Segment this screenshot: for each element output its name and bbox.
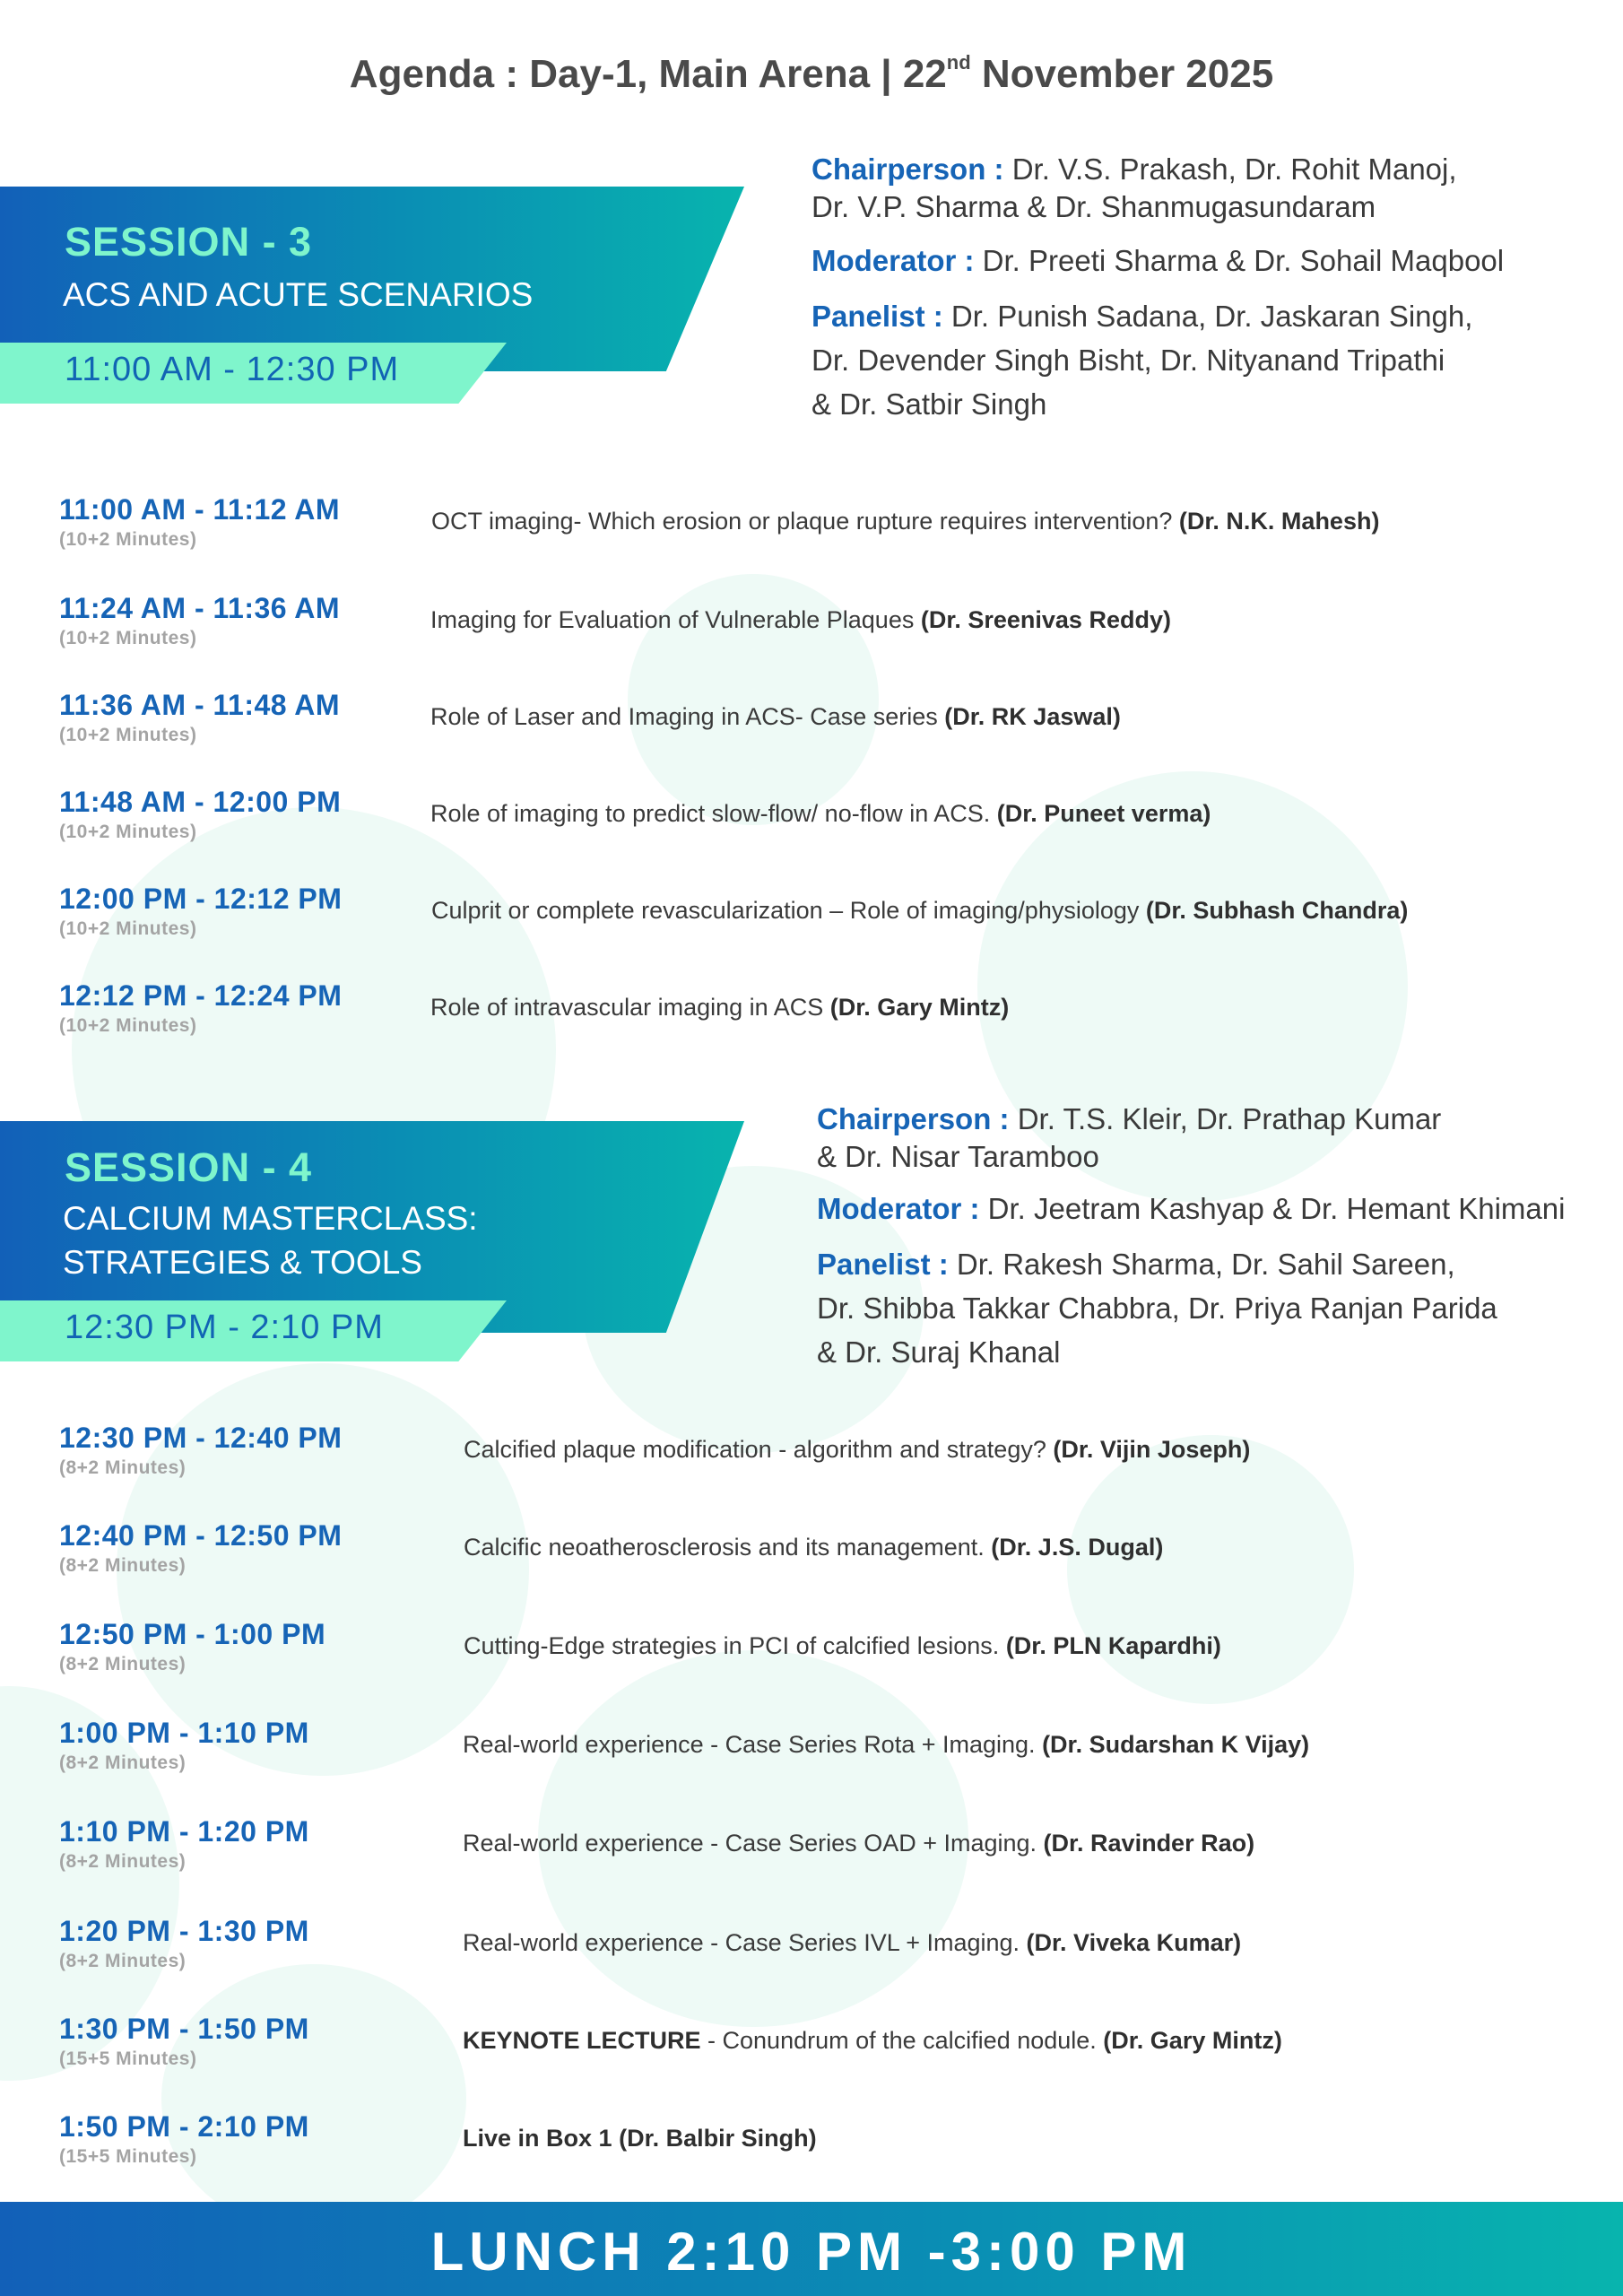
item-title: Role of imaging to predict slow-flow/ no-flow in ACS. xyxy=(430,800,997,827)
item-speaker: (Dr. N.K. Mahesh) xyxy=(1178,508,1380,535)
chairperson-names: Dr. V.P. Sharma & Dr. Shanmugasundaram xyxy=(812,190,1376,223)
panelist-names: Dr. Shibba Takkar Chabbra, Dr. Priya Ranjan Parida xyxy=(817,1292,1497,1325)
panelist-names: Dr. Devender Singh Bisht, Dr. Nityanand Tripathi xyxy=(812,344,1445,377)
panelist-names: & Dr. Suraj Khanal xyxy=(817,1335,1061,1369)
page-title-suffix: nd xyxy=(946,51,971,74)
item-duration: (10+2 Minutes) xyxy=(59,725,197,745)
item-time: 12:30 PM - 12:40 PM xyxy=(59,1422,343,1454)
session-subtitle: STRATEGIES & TOOLS xyxy=(63,1244,422,1281)
chairperson-names: Dr. V.S. Prakash, Dr. Rohit Manoj, xyxy=(1003,152,1457,186)
panelist-names: Dr. Rakesh Sharma, Dr. Sahil Sareen, xyxy=(948,1248,1455,1281)
item-topic xyxy=(430,800,1211,828)
item-speaker: (Dr. J.S. Dugal) xyxy=(991,1534,1164,1561)
page-title-date: November 2025 xyxy=(970,52,1274,96)
panelist-row xyxy=(812,294,1504,426)
item-time: 12:12 PM - 12:24 PM xyxy=(59,979,343,1012)
item-title: Culprit or complete revascularization – Role of imaging/physiology xyxy=(431,897,1146,924)
item-time: 1:50 PM - 2:10 PM xyxy=(59,2110,309,2143)
item-speaker: (Dr. Subhash Chandra) xyxy=(1145,897,1409,924)
item-title: Calcific neoatherosclerosis and its management. xyxy=(464,1534,992,1561)
item-duration: (8+2 Minutes) xyxy=(59,1654,187,1674)
item-title: Cutting-Edge strategies in PCI of calcified lesions. xyxy=(464,1632,1006,1659)
item-speaker: (Dr. Gary Mintz) xyxy=(829,994,1010,1021)
page-title-main: Agenda : Day-1, Main Arena | 22 xyxy=(349,52,947,96)
item-time: 1:10 PM - 1:20 PM xyxy=(59,1815,309,1848)
item-topic xyxy=(430,994,1009,1022)
session-subtitle: ACS AND ACUTE SCENARIOS xyxy=(63,276,534,313)
chairperson-label: Chairperson : xyxy=(817,1102,1010,1135)
item-topic xyxy=(463,1929,1241,1957)
item-time: 1:30 PM - 1:50 PM xyxy=(59,2013,309,2045)
item-duration: (10+2 Minutes) xyxy=(59,822,197,842)
panelist-names: Dr. Punish Sadana, Dr. Jaskaran Singh, xyxy=(942,300,1473,333)
item-duration: (10+2 Minutes) xyxy=(59,1015,197,1036)
item-time: 11:36 AM - 11:48 AM xyxy=(59,689,341,721)
item-speaker: (Dr. Puneet verma) xyxy=(996,800,1211,827)
chairperson-label: Chairperson : xyxy=(812,152,1004,186)
item-speaker: (Dr. Viveka Kumar) xyxy=(1026,1929,1242,1956)
item-speaker: (Dr. RK Jaswal) xyxy=(944,703,1121,730)
item-time: 1:00 PM - 1:10 PM xyxy=(59,1717,309,1749)
item-title: Real-world experience - Case Series OAD + Imaging. xyxy=(463,1830,1044,1857)
item-speaker: (Dr. Vijin Joseph) xyxy=(1053,1436,1251,1463)
background-bubble xyxy=(1067,1435,1354,1704)
item-topic xyxy=(430,606,1171,634)
item-title: OCT imaging- Which erosion or plaque rupture requires intervention? xyxy=(431,508,1179,535)
background-bubble xyxy=(161,1964,466,2233)
moderator-row xyxy=(817,1190,1565,1228)
item-duration: (10+2 Minutes) xyxy=(59,628,197,648)
item-time: 11:48 AM - 12:00 PM xyxy=(59,786,342,818)
item-duration: (8+2 Minutes) xyxy=(59,1951,187,1971)
item-topic xyxy=(464,1436,1250,1464)
moderator-names: Dr. Jeetram Kashyap & Dr. Hemant Khimani xyxy=(979,1192,1566,1225)
lunch-label: LUNCH 2:10 PM -3:00 PM xyxy=(430,2222,1193,2282)
item-speaker: (Dr. Ravinder Rao) xyxy=(1043,1830,1255,1857)
item-topic xyxy=(464,1632,1221,1660)
item-time: 11:00 AM - 11:12 AM xyxy=(59,493,341,526)
item-speaker: (Dr. PLN Kapardhi) xyxy=(1005,1632,1221,1659)
item-time: 12:50 PM - 1:00 PM xyxy=(59,1618,326,1650)
session-4-time xyxy=(0,1300,507,1361)
item-speaker: (Dr. Balbir Singh) xyxy=(619,2125,817,2152)
panelist-row xyxy=(817,1242,1565,1374)
item-title: - Conundrum of the calcified nodule. xyxy=(700,2027,1104,2054)
item-duration: (8+2 Minutes) xyxy=(59,1752,187,1773)
session-4-faculty xyxy=(817,1100,1565,1387)
panelist-names: & Dr. Satbir Singh xyxy=(812,387,1047,421)
session-subtitle: CALCIUM MASTERCLASS: xyxy=(63,1200,478,1237)
page-title xyxy=(0,52,1623,97)
item-topic xyxy=(430,703,1121,731)
item-duration: (15+5 Minutes) xyxy=(59,2146,197,2167)
session-time-label: 11:00 AM - 12:30 PM xyxy=(65,351,400,388)
item-topic xyxy=(463,2027,1282,2055)
item-topic xyxy=(431,897,1408,925)
item-duration: (8+2 Minutes) xyxy=(59,1851,187,1872)
panelist-label: Panelist : xyxy=(812,300,943,333)
item-title: Real-world experience - Case Series Rota + Imaging. xyxy=(463,1731,1043,1758)
chairperson-names: Dr. T.S. Kleir, Dr. Prathap Kumar xyxy=(1009,1102,1442,1135)
session-title: SESSION - 3 xyxy=(65,219,313,265)
session-title: SESSION - 4 xyxy=(65,1144,313,1190)
item-speaker: (Dr. Gary Mintz) xyxy=(1103,2027,1282,2054)
item-duration: (15+5 Minutes) xyxy=(59,2048,197,2069)
lunch-banner xyxy=(0,2202,1623,2296)
session-3-time xyxy=(0,343,507,404)
item-title: Role of intravascular imaging in ACS xyxy=(430,994,830,1021)
moderator-names: Dr. Preeti Sharma & Dr. Sohail Maqbool xyxy=(974,244,1505,277)
item-topic xyxy=(463,1830,1254,1857)
session-time-label: 12:30 PM - 2:10 PM xyxy=(65,1309,384,1346)
item-speaker: (Dr. Sreenivas Reddy) xyxy=(920,606,1171,633)
moderator-row xyxy=(812,242,1504,280)
chairperson-row xyxy=(812,151,1504,226)
item-title: Real-world experience - Case Series IVL + Imaging. xyxy=(463,1929,1027,1956)
item-time: 12:00 PM - 12:12 PM xyxy=(59,883,343,915)
item-title xyxy=(612,2125,620,2152)
item-duration: (10+2 Minutes) xyxy=(59,529,197,550)
item-prefix: KEYNOTE LECTURE xyxy=(463,2027,701,2054)
item-speaker: (Dr. Sudarshan K Vijay) xyxy=(1042,1731,1310,1758)
item-time: 1:20 PM - 1:30 PM xyxy=(59,1915,309,1947)
chairperson-row xyxy=(817,1100,1565,1176)
item-time: 11:24 AM - 11:36 AM xyxy=(59,592,341,624)
item-title: Calcified plaque modification - algorithm and strategy? xyxy=(464,1436,1054,1463)
item-time: 12:40 PM - 12:50 PM xyxy=(59,1519,343,1552)
item-duration: (8+2 Minutes) xyxy=(59,1457,187,1478)
item-title: Role of Laser and Imaging in ACS- Case series xyxy=(430,703,945,730)
item-topic xyxy=(463,2125,817,2152)
item-topic xyxy=(464,1534,1163,1561)
item-duration: (8+2 Minutes) xyxy=(59,1555,187,1576)
item-duration: (10+2 Minutes) xyxy=(59,918,197,939)
item-topic xyxy=(463,1731,1309,1759)
moderator-label: Moderator : xyxy=(817,1192,980,1225)
item-title: Imaging for Evaluation of Vulnerable Plaques xyxy=(430,606,921,633)
chairperson-names: & Dr. Nisar Taramboo xyxy=(817,1140,1099,1173)
item-prefix: Live in Box 1 xyxy=(463,2125,612,2152)
moderator-label: Moderator : xyxy=(812,244,975,277)
session-3-faculty xyxy=(812,151,1504,439)
item-topic xyxy=(431,508,1379,535)
panelist-label: Panelist : xyxy=(817,1248,949,1281)
